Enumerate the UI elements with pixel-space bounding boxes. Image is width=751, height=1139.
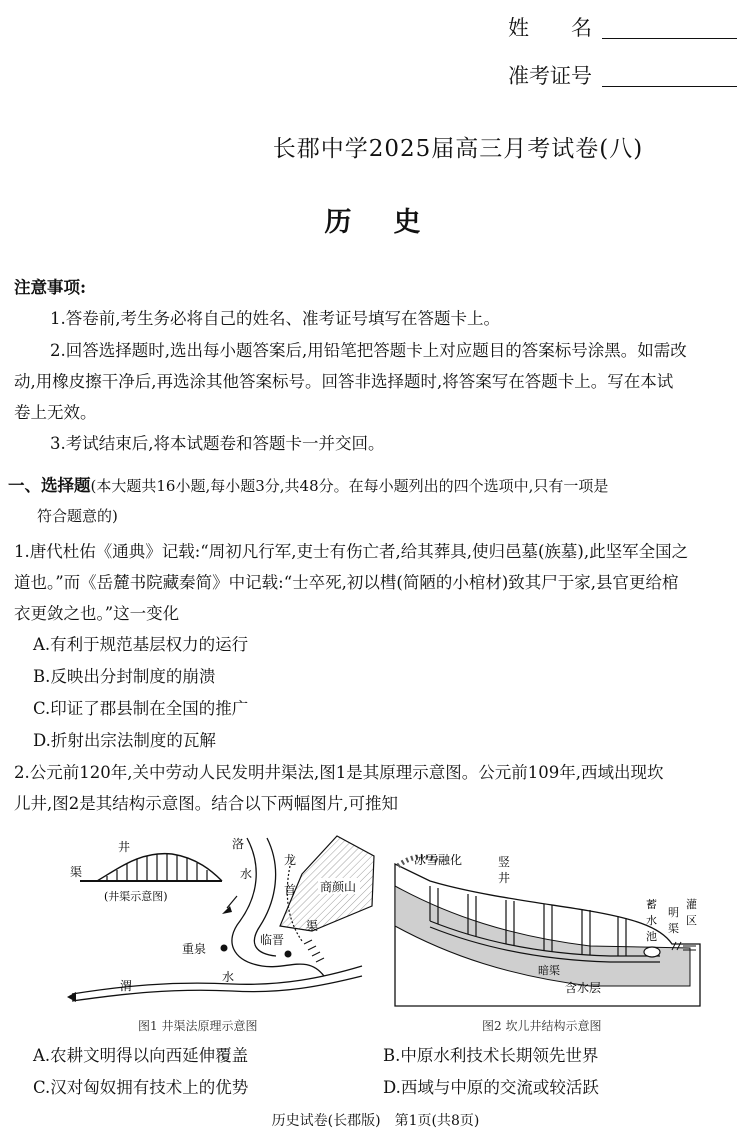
q2-option-d: D.西域与中原的交流或较活跃 [383, 1078, 599, 1097]
q1-stem-line-2: 道也。”而《岳麓书院藏秦简》中记载:“士卒死,初以槥(简陋的小棺材)致其尸于家,县官更给棺 [14, 573, 679, 592]
figure-1-caption: 图1 井渠法原理示意图 [138, 1019, 258, 1033]
notice-item-2-line-2: 动,用橡皮擦干净后,再选涂其他答案标号。回答非选择题时,将答案写在答题卡上。写在本试 [14, 372, 674, 391]
fig1-well-label: 井 [118, 840, 131, 854]
section-1-title: 一、选择题 [8, 476, 91, 495]
figure-2-diagram [390, 826, 710, 1011]
fig2-irrigation-label-1: 灌 [686, 898, 697, 911]
section-1-desc: (本大题共16小题,每小题3分,共48分。在每小题列出的四个选项中,只有一项是 [90, 477, 609, 495]
q1-option-b: B.反映出分封制度的崩溃 [33, 667, 216, 686]
fig2-shaft-label-1: 竖 [498, 855, 511, 869]
notice-item-2-line-1: 2.回答选择题时,选出每小题答案后,用铅笔把答题卡上对应题目的答案标号涂黑。如需改 [50, 341, 687, 360]
fig2-pool-label-2: 水 [646, 914, 657, 927]
figure-1-diagram [62, 826, 392, 1011]
q1-stem-line-3: 衣更敛之也。”这一变化 [14, 604, 180, 623]
q1-option-d: D.折射出宗法制度的瓦解 [33, 731, 216, 750]
fig2-shaft-label-2: 井 [498, 871, 511, 885]
fig1-chongquan-label: 重泉 [182, 942, 207, 956]
fig1-qu-label: 渠 [306, 919, 319, 933]
fig1-shou-label: 首 [284, 883, 297, 897]
fig2-snow-label: 冰雪融化 [414, 853, 463, 867]
fig1-luo-label: 洛 [232, 837, 245, 851]
exam-id-field[interactable] [602, 86, 737, 87]
notice-heading: 注意事项: [14, 278, 87, 297]
fig1-wei-water-label: 水 [222, 970, 235, 984]
page-footer: 历史试卷(长郡版) 第1页(共8页) [271, 1113, 480, 1129]
fig1-long-label: 龙 [284, 853, 297, 867]
q2-option-c: C.汉对匈奴拥有技术上的优势 [33, 1078, 249, 1097]
fig2-pool-label-1: 蓄 [646, 898, 657, 911]
section-1-desc-line-2: 符合题意的) [37, 507, 118, 525]
q2-stem-line-2: 儿井,图2是其结构示意图。结合以下两幅图片,可推知 [14, 794, 398, 813]
figure-2-caption: 图2 坎儿井结构示意图 [482, 1019, 602, 1033]
exam-id-label: 准考证号 [508, 64, 592, 88]
subject-title: 历史 [324, 207, 463, 238]
name-field[interactable] [602, 38, 737, 39]
fig1-luo-water-label: 水 [240, 867, 253, 881]
fig2-open-label-1: 明 [668, 906, 679, 919]
notice-item-2-line-3: 卷上无效。 [14, 403, 97, 422]
fig1-mountain-label: 商颜山 [320, 880, 357, 894]
fig2-irrigation-label-2: 区 [686, 914, 697, 927]
fig2-open-label-2: 渠 [668, 922, 679, 935]
q1-option-a: A.有利于规范基层权力的运行 [33, 635, 249, 654]
q1-stem-line-1: 1.唐代杜佑《通典》记载:“周初凡行军,吏士有伤亡者,给其葬具,使归邑墓(族墓),此坚军全国之 [14, 542, 689, 561]
notice-item-1: 1.答卷前,考生务必将自己的姓名、准考证号填写在答题卡上。 [50, 309, 500, 328]
section-1-header [8, 470, 608, 502]
fig2-hidden-canal-label: 暗渠 [538, 964, 560, 977]
fig1-wei-label: 渭 [120, 979, 133, 993]
fig1-linjin-label: 临晋 [260, 933, 285, 947]
fig1-inset-caption: (井渠示意图) [104, 890, 168, 903]
q1-option-c: C.印证了郡县制在全国的推广 [33, 699, 249, 718]
exam-title: 长郡中学2025届高三月考试卷(八) [272, 136, 644, 162]
fig1-canal-label: 渠 [70, 865, 83, 879]
fig2-pool-label-3: 池 [646, 930, 657, 943]
q2-stem-line-1: 2.公元前120年,关中劳动人民发明井渠法,图1是其原理示意图。公元前109年,西域出现坎 [14, 763, 664, 782]
fig2-aquifer-label: 含水层 [565, 981, 602, 995]
q2-option-a: A.农耕文明得以向西延伸覆盖 [33, 1046, 249, 1065]
q2-option-b: B.中原水利技术长期领先世界 [383, 1046, 599, 1065]
notice-item-3: 3.考试结束后,将本试题卷和答题卡一并交回。 [50, 434, 385, 453]
name-label: 姓 名 [508, 16, 592, 40]
